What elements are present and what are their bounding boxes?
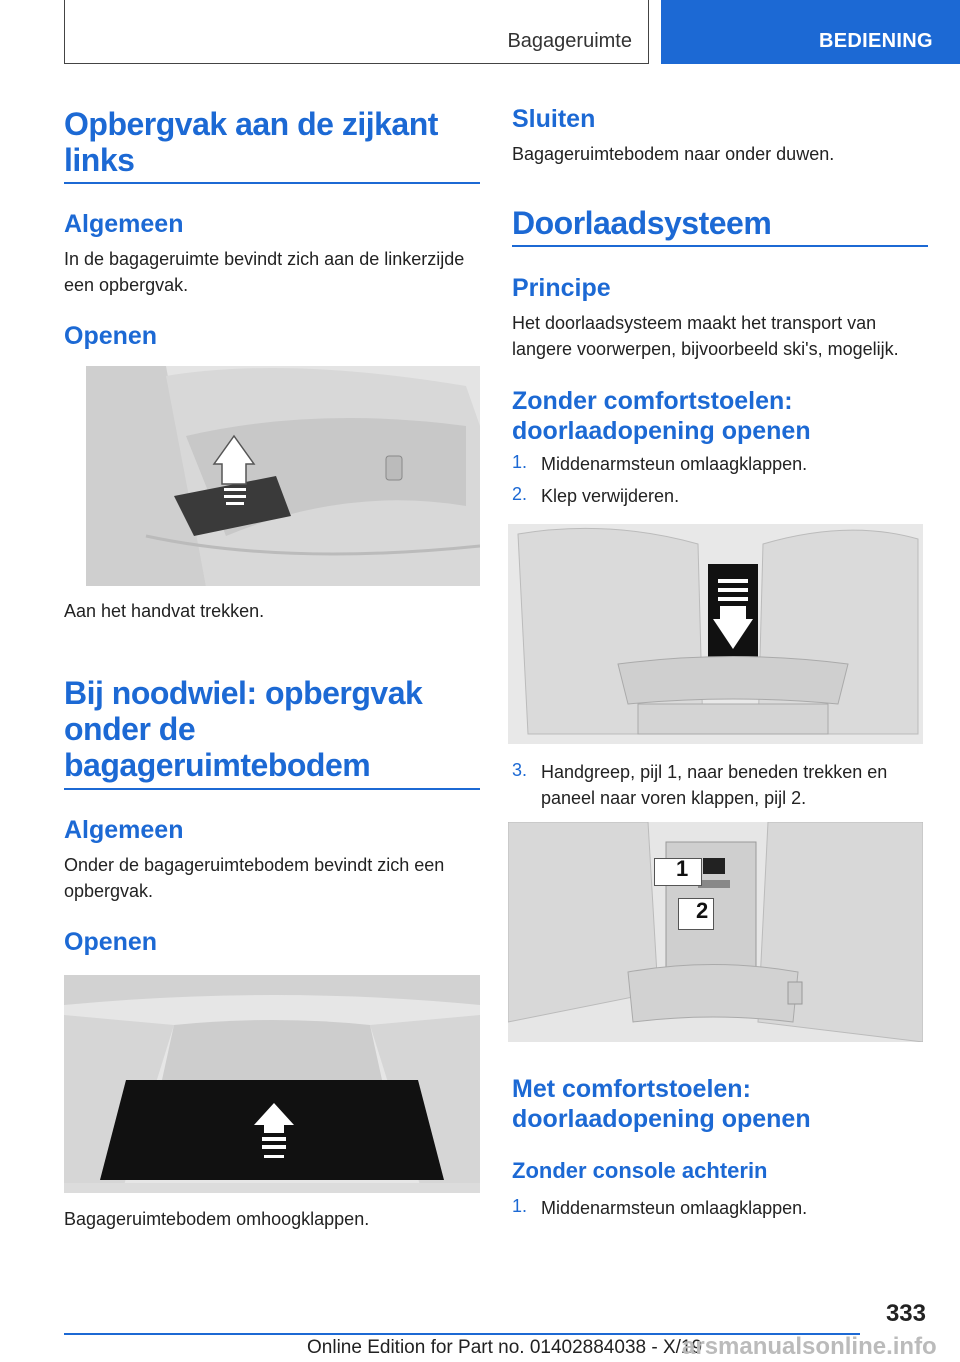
- step-number: 2.: [512, 484, 528, 504]
- text-principle: Het doorlaadsysteem maakt het transport van langere voorwerpen, bijvoorbeeld ski's, mogelijk.: [512, 313, 899, 359]
- heading-rule: [512, 245, 928, 247]
- subheading-principe: Principe: [512, 274, 611, 302]
- heading-side-compartment: Opbergvak aan de zijkant links: [64, 106, 438, 178]
- step-number: 1.: [512, 452, 528, 472]
- header-chapter-label: BEDIENING: [819, 30, 933, 52]
- subheading-algemeen: Algemeen: [64, 210, 184, 238]
- text-side-compartment: In de bagageruimte bevindt zich aan de linkerzijde een opbergvak.: [64, 249, 465, 295]
- subheading-with-comfort-seats: Met comfortstoelen: doorlaadopening openen: [512, 1075, 811, 1133]
- header-chapter-tab: [661, 0, 960, 64]
- figure-luggage-floor: [64, 975, 480, 1193]
- heading-rule: [64, 788, 480, 790]
- step-text: Middenarmsteun omlaagklappen.: [541, 454, 808, 474]
- subheading-without-rear-console: Zonder console achterin: [512, 1158, 768, 1183]
- subheading-openen: Openen: [64, 928, 158, 956]
- heading-loadthrough-system: Doorlaadsysteem: [512, 205, 772, 241]
- text-floor-compartment: Onder de bagageruimtebodem bevindt zich een opbergvak.: [64, 855, 445, 901]
- figure-side-compartment-handle: [86, 366, 480, 586]
- text-close: Bagageruimtebodem naar onder duwen.: [512, 144, 835, 164]
- figure-label-2: 2: [696, 898, 709, 923]
- page-number: 333: [885, 1300, 926, 1327]
- figure-armrest-cover: [508, 524, 923, 744]
- caption-floor-up: Bagageruimtebodem omhoogklappen.: [64, 1209, 370, 1229]
- heading-rule: [64, 182, 480, 184]
- heading-spare-wheel-compartment: Bij noodwiel: opbergvak onder de bagageruimtebodem: [64, 675, 423, 783]
- step-text: Klep verwijderen.: [541, 486, 680, 506]
- step-text: Handgreep, pijl 1, naar beneden trekken en paneel naar voren klappen, pijl 2.: [541, 762, 888, 808]
- step-text: Middenarmsteun omlaagklappen.: [541, 1198, 808, 1218]
- step-number: 3.: [512, 760, 528, 780]
- subheading-openen: Openen: [64, 322, 158, 350]
- subheading-without-comfort-seats: Zonder comfortstoelen: doorlaadopening openen: [512, 387, 811, 445]
- figure-handle-panel: [508, 822, 923, 1042]
- step-number: 1.: [512, 1196, 528, 1216]
- subheading-sluiten: Sluiten: [512, 105, 596, 133]
- figure-label-1: 1: [676, 856, 689, 881]
- subheading-algemeen: Algemeen: [64, 816, 184, 844]
- caption-pull-handle: Aan het handvat trekken.: [64, 601, 265, 621]
- header-section-title: Bagageruimte: [507, 30, 632, 52]
- watermark: arsmanualsonline.info: [682, 1333, 937, 1360]
- edition-text: Online Edition for Part no. 01402884038 - X/19: [307, 1337, 703, 1358]
